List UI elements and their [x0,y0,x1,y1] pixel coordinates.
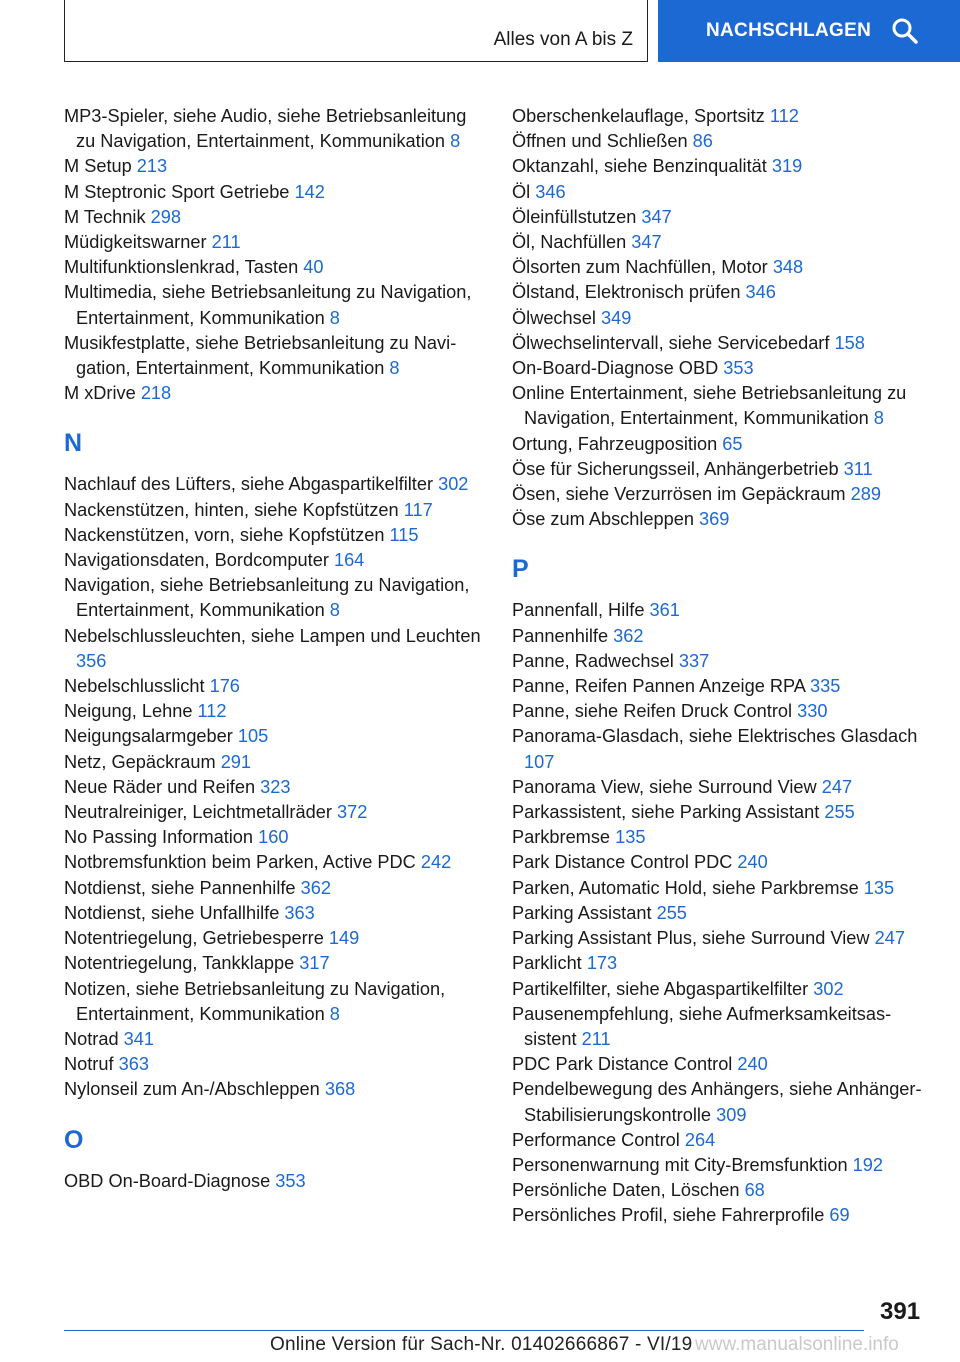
index-entry [512,800,936,825]
page-reference-link[interactable]: 317 [299,953,330,974]
index-entry [512,331,936,356]
footer-divider [64,1330,864,1331]
index-entry [512,1203,936,1228]
index-entry [512,825,936,850]
index-entry-text: Notizen, siehe Betriebsanleitung zu Navigation, Entertainment, Kommunikation [64,978,446,1024]
index-entry-text: Multimedia, siehe Betriebsanleitung zu Navigation, Entertainment, Kommunikation [64,282,472,328]
index-entry-text: Navigationsdaten, Bordcomputer [64,550,329,571]
index-entry [64,472,484,497]
index-entry-text: OBD On-Board-Diagnose [64,1170,271,1191]
index-entry [64,800,484,825]
index-entry [512,1128,936,1153]
index-entry-text: On-Board-Diagnose OBD [512,358,719,379]
nav-label[interactable]: NACHSCHLAGEN [706,20,872,41]
index-entry [512,356,936,381]
page-reference-link[interactable]: 211 [211,232,241,253]
index-entry-text: Panorama-Glasdach, siehe Elektrisches Glasdach [512,726,918,747]
index-entry-text: Nackenstützen, hinten, siehe Kopfstützen [64,499,399,520]
online-version-note: Online Version für Sach-Nr. 01402666867 - VI/19 [270,1334,693,1355]
page-reference-link[interactable]: 240 [737,852,768,873]
index-entry-text: M Technik [64,206,146,227]
page-reference-link[interactable]: 349 [600,307,632,328]
page-reference-link[interactable]: 240 [737,1054,768,1075]
index-entry [64,1169,484,1194]
index-entry [64,331,484,381]
index-entry [512,306,936,331]
index-entry [512,598,936,623]
index-entry [512,457,936,482]
index-entry-text: Parken, Automatic Hold, siehe Parkbremse [512,877,859,898]
index-entry [64,876,484,901]
index-entry [64,104,484,154]
page-reference-link[interactable]: 218 [140,383,172,404]
page-reference-link[interactable]: 65 [722,433,743,454]
page-reference-link[interactable]: 319 [771,156,803,177]
index-entry [64,624,484,674]
page-reference-link[interactable]: 255 [656,902,687,923]
page-reference-link[interactable]: 347 [641,206,672,227]
index-entry-text: Navigation, siehe Betriebsanleitung zu Navigation, Entertainment, Kommunikation [64,575,470,621]
page-reference-link[interactable]: 112 [197,701,227,722]
index-entry-text: Notentriegelung, Getriebesperre [64,928,324,949]
index-entry-text: Online Entertainment, siehe Betriebsanleitung zu Navigation, Entertainment, Kommunikation [512,383,907,429]
index-entry-text: Öl, Nachfüllen [512,232,627,253]
page-reference-link[interactable]: 264 [684,1129,716,1150]
index-entry-text: Panne, Radwechsel [512,650,674,671]
page-reference-link[interactable]: 291 [220,751,252,772]
watermark: www.manualsonline.info [695,1334,899,1355]
index-entry [64,724,484,749]
index-entry [512,1052,936,1077]
index-entry-text: Notdienst, siehe Unfallhilfe [64,902,280,923]
index-entry-text: Öse für Sicherungsseil, Anhängerbetrieb [512,458,839,479]
index-entry-text: Oberschenkelauflage, Sportsitz [512,106,765,126]
index-entry-text: Öleinfüllstutzen [512,206,637,227]
page-reference-link[interactable]: 346 [745,282,776,303]
index-column-left [64,104,484,1194]
index-column-right [512,104,936,1229]
page-reference-link[interactable]: 158 [834,332,865,353]
index-entry [64,280,484,330]
index-entry-text: Müdigkeitswarner [64,232,207,253]
page-reference-link[interactable]: 192 [852,1154,884,1175]
index-entry [512,280,936,305]
index-entry-text: Performance Control [512,1129,680,1150]
page-reference-link[interactable]: 302 [438,474,469,495]
index-entry-text: Ölwechsel [512,307,596,328]
index-entry-text: Pausenempfehlung, siehe Aufmerksamkeitsassistent [512,1003,892,1049]
index-entry [512,1153,936,1178]
index-entry-text: Nackenstützen, vorn, siehe Kopfstützen [64,524,385,545]
index-entry [64,523,484,548]
index-entry [512,977,936,1002]
index-entry-text: Pannenfall, Hilfe [512,600,645,621]
index-entry [64,381,484,406]
index-entry [64,548,484,573]
index-entry-text: Neutralreiniger, Leichtmetallräder [64,802,332,823]
index-entry-text: Notbremsfunktion beim Parken, Active PDC [64,852,416,873]
index-entry [512,624,936,649]
index-entry [512,926,936,951]
index-entry [64,180,484,205]
index-entry [512,1002,936,1052]
index-entry [512,775,936,800]
index-entry-text: Panorama View, siehe Surround View [512,776,817,797]
page-reference-link[interactable]: 362 [613,625,644,646]
page-reference-link[interactable]: 135 [863,877,895,898]
index-entry [512,381,936,431]
index-entry-text: Ortung, Fahrzeugposition [512,433,718,454]
page-reference-link[interactable]: 69 [829,1205,850,1226]
page-reference-link[interactable]: 115 [389,524,419,545]
page-reference-link[interactable]: 135 [615,827,646,848]
index-entry-text: No Passing Information [64,827,254,848]
page-reference-link[interactable]: 117 [403,499,433,520]
index-entry [512,129,936,154]
index-entry-text: Neigungsalarmgeber [64,726,233,747]
index-entry [64,498,484,523]
index-entry [64,901,484,926]
page-reference-link[interactable]: 361 [649,600,680,621]
page-reference-link[interactable]: 298 [150,206,181,227]
index-entry-text: Nylonseil zum An-/Abschleppen [64,1079,320,1100]
index-entry [512,649,936,674]
index-entry-text: Notdienst, siehe Pannenhilfe [64,877,296,898]
page-reference-link[interactable]: 353 [723,358,754,379]
index-entry-text: Pendelbewegung des Anhängers, siehe Anhänger-Stabilisierungskontrolle [512,1079,922,1125]
index-entry [512,180,936,205]
index-entry [512,154,936,179]
section-letter: P [512,555,529,584]
index-entry-text: Nebelschlusslicht [64,676,205,697]
index-entry-text: Notentriegelung, Tankklappe [64,953,295,974]
page-reference-link[interactable]: 362 [300,877,331,898]
index-entry [512,674,936,699]
page-reference-link[interactable]: 8 [329,1003,340,1024]
index-entry [512,724,936,774]
index-entry [64,230,484,255]
index-entry-text: Parking Assistant [512,902,652,923]
page-reference-link[interactable]: 8 [450,131,461,152]
page-reference-link[interactable]: 211 [581,1028,611,1049]
page-reference-link[interactable]: 289 [850,484,882,505]
index-entry-text: Panne, siehe Reifen Druck Control [512,701,793,722]
index-entry-text: Panne, Reifen Pannen Anzeige RPA [512,676,805,697]
index-entry-text: Notruf [64,1054,114,1075]
page-reference-link[interactable]: 330 [797,701,828,722]
page-reference-link[interactable]: 311 [843,458,873,479]
index-entry-text: Ösen, siehe Verzurrösen im Gepäckraum [512,484,846,505]
page-reference-link[interactable]: 247 [874,928,905,949]
page-reference-link[interactable]: 173 [586,953,618,974]
index-entry-text: Ölsorten zum Nachfüllen, Motor [512,257,768,278]
index-entry [512,205,936,230]
page-reference-link[interactable]: 242 [420,852,452,873]
index-entry-text: Nebelschlussleuchten, siehe Lampen und Leuchten [64,625,481,646]
index-entry-text: Pannenhilfe [512,625,609,646]
index-entry [512,876,936,901]
page-reference-link[interactable]: 369 [699,509,730,530]
index-entry [64,1052,484,1077]
index-entry [64,775,484,800]
index-entry-text: Persönliches Profil, siehe Fahrerprofile [512,1205,825,1226]
index-entry [64,154,484,179]
index-entry-text: Neigung, Lehne [64,701,193,722]
index-entry-text: Ölwechselintervall, siehe Servicebedarf [512,332,830,353]
index-entry-text: Musikfestplatte, siehe Betriebsanleitung zu Navigation, Entertainment, Kommunikation [64,332,457,379]
index-entry [64,750,484,775]
page-reference-link[interactable]: 8 [329,600,340,621]
index-entry-text: Parking Assistant Plus, siehe Surround View [512,928,870,949]
index-entry-text: PDC Park Distance Control [512,1054,733,1075]
page-reference-link[interactable]: 356 [76,650,107,671]
page-number: 391 [880,1298,921,1325]
index-entry-text: Öffnen und Schließen [512,131,688,152]
index-entry [512,1077,936,1127]
index-entry-text: M xDrive [64,383,136,404]
index-entry [64,1077,484,1102]
page-reference-link[interactable]: 40 [303,257,324,278]
page-reference-link[interactable]: 309 [716,1104,747,1125]
index-entry [512,699,936,724]
page-reference-link[interactable]: 8 [329,307,340,328]
index-entry-text: M Setup [64,156,132,177]
page-reference-link[interactable]: 372 [336,802,368,823]
page-reference-link[interactable]: 335 [809,676,841,697]
index-entry-text: Oktanzahl, siehe Benzinqualität [512,156,767,177]
index-entry [64,699,484,724]
header-title: Alles von A bis Z [493,29,633,50]
index-entry [512,255,936,280]
search-icon[interactable] [891,17,919,45]
section-letter: O [64,1125,84,1154]
index-entry [512,1178,936,1203]
index-entry-text: Personenwarnung mit City-Bremsfunktion [512,1154,848,1175]
index-entry [64,205,484,230]
index-entry [64,255,484,280]
page-reference-link[interactable]: 105 [237,726,269,747]
index-entry [64,825,484,850]
index-entry [512,230,936,255]
page-reference-link[interactable]: 337 [678,650,710,671]
index-entry-text: MP3-Spieler, siehe Audio, siehe Betriebsanleitung zu Navigation, Entertainment, Kommunikation [64,106,467,152]
page-reference-link[interactable]: 348 [772,257,804,278]
index-entry [512,901,936,926]
index-entry-text: Öse zum Abschleppen [512,509,694,530]
index-entry [64,1027,484,1052]
page-reference-link[interactable]: 86 [692,131,713,152]
page-reference-link[interactable]: 107 [524,751,555,772]
index-entry-text: Neue Räder und Reifen [64,776,256,797]
index-entry-text: Nachlauf des Lüfters, siehe Abgaspartikelfilter [64,474,434,495]
index-entry-text: Partikelfilter, siehe Abgaspartikelfilter [512,978,809,999]
index-entry [512,432,936,457]
page-reference-link[interactable]: 346 [535,181,566,202]
page-reference-link[interactable]: 363 [118,1054,149,1075]
page-reference-link[interactable]: 353 [275,1170,306,1191]
page-reference-link[interactable]: 323 [260,776,291,797]
index-entry [64,951,484,976]
index-entry [64,674,484,699]
nachschlagen-tab[interactable] [658,0,960,62]
index-entry-text: Notrad [64,1028,119,1049]
index-entry-text: Parklicht [512,953,582,974]
page-reference-link[interactable]: 142 [294,181,325,202]
page-reference-link[interactable]: 347 [631,232,662,253]
page-reference-link[interactable]: 68 [744,1180,765,1201]
page-reference-link[interactable]: 363 [284,902,315,923]
index-entry-text: Öl [512,181,531,202]
index-entry-text: Multifunktionslenkrad, Tasten [64,257,299,278]
page-reference-link[interactable]: 255 [824,802,855,823]
index-entry [64,977,484,1027]
index-entry [512,482,936,507]
index-entry [512,507,936,532]
index-entry-text: Ölstand, Elektronisch prüfen [512,282,741,303]
page-reference-link[interactable]: 176 [209,676,240,697]
page-reference-link[interactable]: 8 [389,358,400,379]
index-entry-text: Park Distance Control PDC [512,852,733,873]
index-entry [64,850,484,875]
page-reference-link[interactable]: 164 [333,550,365,571]
section-letter: N [64,429,83,458]
page-reference-link[interactable]: 8 [873,408,884,429]
page-reference-link[interactable]: 112 [769,106,799,126]
page-reference-link[interactable]: 160 [258,827,289,848]
page-reference-link[interactable]: 341 [123,1028,155,1049]
index-entry-text: Netz, Gepäckraum [64,751,216,772]
index-entry-text: M Steptronic Sport Getriebe [64,181,290,202]
page-reference-link[interactable]: 368 [324,1079,356,1100]
index-entry [512,850,936,875]
index-entry-text: Persönliche Daten, Löschen [512,1180,740,1201]
index-entry [512,104,936,129]
page-reference-link[interactable]: 247 [821,776,853,797]
index-entry [64,926,484,951]
page-reference-link[interactable]: 213 [136,156,168,177]
header-title-box [64,0,648,62]
index-entry [512,951,936,976]
page-reference-link[interactable]: 149 [328,928,360,949]
index-entry-text: Parkassistent, siehe Parking Assistant [512,802,820,823]
page-reference-link[interactable]: 302 [813,978,844,999]
index-entry [64,573,484,623]
index-entry-text: Parkbremse [512,827,611,848]
